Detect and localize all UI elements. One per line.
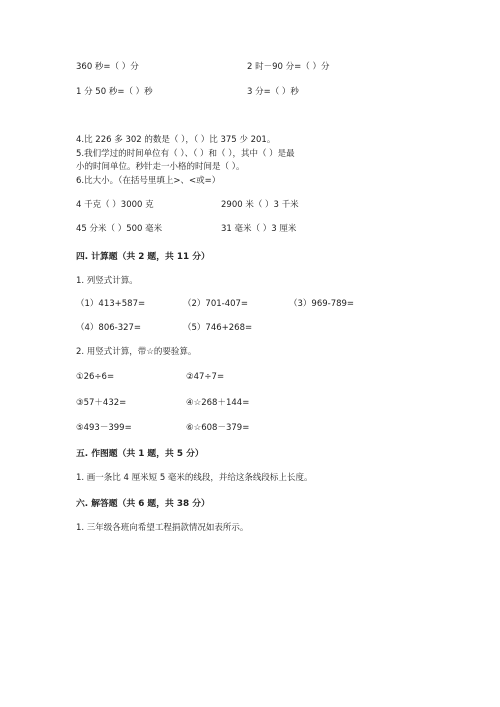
compare-item: 4 千克（ ）3000 克 bbox=[76, 200, 154, 210]
conversion-item: 3 分=（ ）秒 bbox=[247, 87, 299, 97]
section-5-title: 五. 作图题（共 1 题，共 5 分） bbox=[76, 449, 204, 459]
question-6: 6.比大小。（在括号里填上>、<或=） bbox=[76, 176, 221, 186]
section-4-title: 四. 计算题（共 2 题，共 11 分） bbox=[76, 252, 210, 262]
conversion-item: 360 秒=（ ）分 bbox=[76, 62, 139, 72]
calc-item: （3）969-789= bbox=[289, 299, 355, 309]
calc-item: （5）746+268= bbox=[183, 323, 253, 333]
calc-item: （2）701-407= bbox=[183, 299, 249, 309]
s4-question-1: 1. 列竖式计算。 bbox=[76, 276, 138, 286]
verify-calc-item: ③57＋432= bbox=[76, 398, 127, 408]
question-5-line2: 小的时间单位。秒针走一小格的时间是（ ）。 bbox=[76, 162, 245, 172]
section-6-title: 六. 解答题（共 6 题，共 38 分） bbox=[76, 499, 210, 509]
compare-item: 2900 米（ ）3 千米 bbox=[221, 200, 299, 210]
compare-item: 31 毫米（ ）3 厘米 bbox=[221, 224, 297, 234]
verify-calc-item: ④☆268＋144= bbox=[186, 398, 250, 408]
s6-question-1: 1. 三年级各班向希望工程捐款情况如表所示。 bbox=[76, 523, 249, 533]
s5-question-1: 1. 画一条比 4 厘米短 5 毫米的线段，并给这条线段标上长度。 bbox=[76, 473, 313, 483]
calc-item: （1）413+587= bbox=[76, 299, 146, 309]
question-4: 4.比 226 多 302 的数是（ ），（ ）比 375 少 201。 bbox=[76, 135, 276, 145]
verify-calc-item: ⑥☆608－379= bbox=[186, 423, 250, 433]
conversion-item: 2 时－90 分=（ ）分 bbox=[247, 62, 330, 72]
s4-question-2: 2. 用竖式计算，带☆的要验算。 bbox=[76, 347, 197, 357]
question-5-line1: 5.我们学过的时间单位有（ ）、（ ）和（ ），其中（ ）是最 bbox=[76, 149, 295, 159]
conversion-item: 1 分 50 秒=（ ）秒 bbox=[76, 87, 153, 97]
verify-calc-item: ①26÷6= bbox=[76, 372, 115, 382]
verify-calc-item: ⑤493－399= bbox=[76, 423, 132, 433]
calc-item: （4）806-327= bbox=[76, 323, 142, 333]
verify-calc-item: ②47÷7= bbox=[186, 372, 225, 382]
compare-item: 45 分米（ ）500 毫米 bbox=[76, 224, 163, 234]
